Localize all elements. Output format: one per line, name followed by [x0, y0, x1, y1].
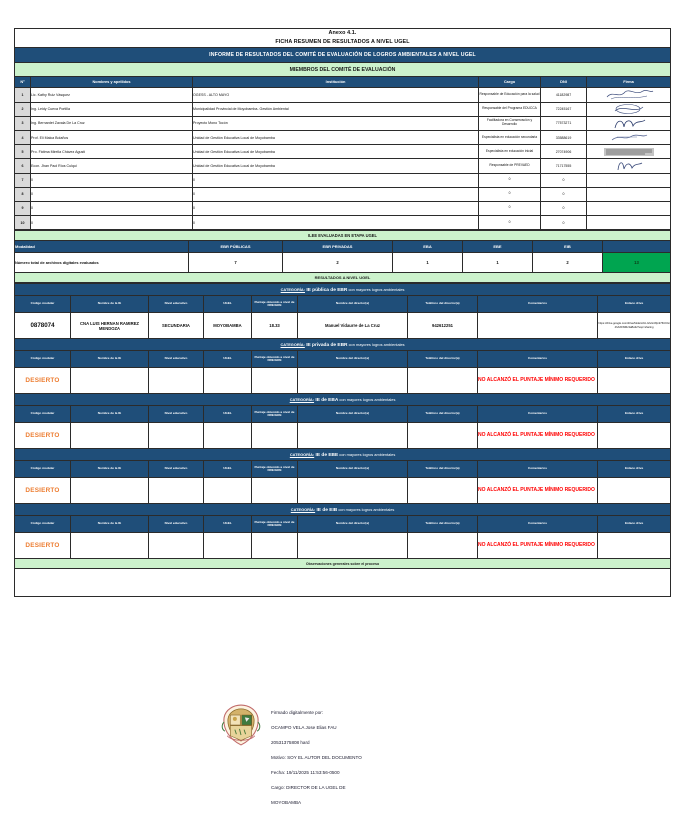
- member-name: 0: [31, 173, 193, 187]
- column-header-director: Nombre del director(a): [298, 516, 408, 533]
- member-role: Especialista en educación secundaria: [479, 130, 541, 144]
- signature-stamp-icon: [601, 145, 657, 158]
- column-header-codigo-modular: Código modular: [15, 461, 71, 478]
- result-nombre-ie: [71, 368, 149, 394]
- member-signature: [587, 130, 671, 144]
- column-header-enlace-drive: Enlace drive: [598, 351, 671, 368]
- column-header-institucion: Institución: [193, 77, 479, 88]
- document-subtitle: FICHA RESUMEN DE RESULTADOS A NIVEL UGEL: [275, 39, 410, 46]
- column-header-nivel-educativo: Nivel educativo: [149, 296, 204, 313]
- ilee-header-row: [15, 241, 671, 253]
- column-header-ugel: UGEL: [204, 296, 252, 313]
- result-nivel-educativo: [149, 423, 204, 449]
- member-name: Pro. Fátima Mirella Chávez Agusti: [31, 145, 193, 159]
- column-header-ugel: UGEL: [204, 516, 252, 533]
- member-number: 6: [15, 159, 31, 173]
- category-band-row: [15, 449, 671, 461]
- column-header-telefono: Teléfono del director(a): [408, 461, 478, 478]
- title-row: [15, 29, 671, 48]
- member-number: 1: [15, 88, 31, 102]
- report-banner: INFORME DE RESULTADOS DEL COMITÉ DE EVALUACIÓN DE LOGROS AMBIENTALES A NIVEL UGEL: [15, 48, 671, 63]
- column-header-ugel: UGEL: [204, 351, 252, 368]
- result-ugel: [204, 423, 252, 449]
- member-signature: [587, 187, 671, 201]
- observations-body-row: [15, 569, 671, 597]
- category-banner-eib: [15, 504, 671, 516]
- member-number: 5: [15, 145, 31, 159]
- column-header-cargo: Cargo: [479, 77, 541, 88]
- national-seal-icon: [218, 702, 264, 748]
- member-number: 4: [15, 130, 31, 144]
- member-dni: 72245167: [541, 102, 587, 116]
- column-header-total: [603, 241, 671, 253]
- result-desierto-status: DESIERTO: [15, 478, 71, 504]
- member-role: Responsable de PREVAED: [479, 159, 541, 173]
- category-banner-ebe: [15, 449, 671, 461]
- category-band-row: [15, 339, 671, 351]
- result-nivel-educativo: [149, 368, 204, 394]
- document-title: [15, 29, 671, 48]
- result-ugel: MOYOBAMBA: [204, 313, 252, 339]
- category-tail: con mayores logros ambientales: [338, 451, 396, 457]
- result-telefono: [408, 533, 478, 559]
- ilee-value-eib: 2: [533, 253, 603, 273]
- member-role: Responsable del Programa EDUCCA: [479, 102, 541, 116]
- member-name: 0: [31, 201, 193, 215]
- signature-icon: [609, 103, 649, 116]
- results-header-row: [15, 516, 671, 533]
- member-role: Responsable de Educación para la salud: [479, 88, 541, 102]
- member-dni: 0: [541, 187, 587, 201]
- column-header-firma: Firma: [587, 77, 671, 88]
- table-row: [15, 368, 671, 394]
- category-name: IE de EBA: [314, 397, 339, 403]
- column-header-puntaje: Puntaje obtenido a nivel de DRE/GRE: [252, 461, 298, 478]
- column-header-comentarios: Comentarios: [478, 461, 598, 478]
- column-header-enlace-drive: Enlace drive: [598, 296, 671, 313]
- result-telefono: [408, 368, 478, 394]
- member-role: 0: [479, 187, 541, 201]
- category-lead: CATEGORÍA:: [280, 286, 305, 292]
- table-row: [15, 478, 671, 504]
- category-lead: CATEGORÍA:: [280, 341, 305, 347]
- column-header-dni: DNI: [541, 77, 587, 88]
- member-signature: [587, 145, 671, 159]
- column-header-ebr-privadas: EBR PRIVADAS: [283, 241, 393, 253]
- column-header-nivel-educativo: Nivel educativo: [149, 406, 204, 423]
- column-header-nivel-educativo: Nivel educativo: [149, 351, 204, 368]
- ilee-value-eba: 1: [393, 253, 463, 273]
- member-institution: Unidad de Gestión Educativa Local de Moyobamba: [193, 130, 479, 144]
- member-signature: [587, 116, 671, 130]
- table-row: [15, 216, 671, 230]
- column-header-nombres: Nombres y apellidos: [31, 77, 193, 88]
- result-comentarios: NO ALCANZÓ EL PUNTAJE MÍNIMO REQUERIDO: [478, 423, 598, 449]
- result-enlace-drive[interactable]: https://drive.google.com/drive/folders/1b-GIvGrWp4i76CKGi4hAXFl9Mv3aBulH?usp=sharing: [598, 313, 671, 339]
- annex-label: Anexo 4.1.: [328, 30, 357, 36]
- ilee-banner: ILEE EVALUADAS EN ETAPA UGEL: [15, 231, 671, 241]
- member-name: 0: [31, 187, 193, 201]
- result-puntaje: [252, 423, 298, 449]
- result-codigo-modular: 0878074: [15, 313, 71, 339]
- member-institution: Unidad de Gestión Educativa Local de Moyobamba: [193, 159, 479, 173]
- result-director: [298, 533, 408, 559]
- result-desierto-status: DESIERTO: [15, 423, 71, 449]
- result-comentarios: [478, 313, 598, 339]
- member-dni: 33588619: [541, 130, 587, 144]
- member-role: Facilitadora en Conservación y Desarrollo: [479, 116, 541, 130]
- observations-input[interactable]: [15, 569, 671, 597]
- member-signature: [587, 159, 671, 173]
- result-enlace-drive: [598, 423, 671, 449]
- member-name: 0: [31, 216, 193, 230]
- member-number: 2: [15, 102, 31, 116]
- table-row: [15, 201, 671, 215]
- result-puntaje: [252, 533, 298, 559]
- signature-details: [271, 702, 362, 814]
- column-header-nombre-ie: Nombre de la IE: [71, 516, 149, 533]
- column-header-director: Nombre del director(a): [298, 296, 408, 313]
- table-row: [15, 159, 671, 173]
- main-document-table: [14, 28, 671, 230]
- result-director: Manuel Vidaurre de La Cruz: [298, 313, 408, 339]
- results-band-row: [15, 273, 671, 283]
- category-name: IE privada de EBR: [304, 342, 348, 348]
- results-table: [14, 283, 671, 597]
- column-header-puntaje: Puntaje obtenido a nivel de DRE/GRE: [252, 406, 298, 423]
- members-banner: MIEMBROS DEL COMITÉ DE EVALUACIÓN: [15, 63, 671, 77]
- result-director: [298, 368, 408, 394]
- ilee-band-row: [15, 231, 671, 241]
- ilee-value-ebe: 1: [463, 253, 533, 273]
- member-dni: 0: [541, 173, 587, 187]
- member-signature: [587, 173, 671, 187]
- column-header-numero: N°: [15, 77, 31, 88]
- column-header-ebe: EBE: [463, 241, 533, 253]
- column-header-eib: EIB: [533, 241, 603, 253]
- table-row: [15, 145, 671, 159]
- result-telefono: 942612251: [408, 313, 478, 339]
- result-ugel: [204, 533, 252, 559]
- member-role: Especialista en educación inicial: [479, 145, 541, 159]
- category-tail: con mayores logros ambientales: [347, 286, 405, 292]
- member-name: Lic. Kathy Ruiz Vásquez: [31, 88, 193, 102]
- signature-line-fecha: Fecha: 19/11/2025 11:53:56-0500: [271, 769, 340, 775]
- member-signature: [587, 88, 671, 102]
- member-institution: Municipalidad Provincial de Moyobamba- Gestión Ambiental: [193, 102, 479, 116]
- column-header-eba: EBA: [393, 241, 463, 253]
- category-banner-ebr-publica: [15, 284, 671, 296]
- column-header-telefono: Teléfono del director(a): [408, 351, 478, 368]
- report-band-row: [15, 48, 671, 63]
- member-institution: 0: [193, 187, 479, 201]
- member-number: 7: [15, 173, 31, 187]
- column-header-enlace-drive: Enlace drive: [598, 406, 671, 423]
- category-name: IE de EIB: [315, 507, 338, 513]
- signature-icon: [610, 159, 648, 172]
- result-enlace-drive: [598, 533, 671, 559]
- member-institution: OGESS - ALTO MAYO: [193, 88, 479, 102]
- result-nombre-ie: [71, 533, 149, 559]
- member-dni: 77573271: [541, 116, 587, 130]
- results-header-row: [15, 461, 671, 478]
- member-name: Prof. Eli Malca Bolaños: [31, 130, 193, 144]
- category-band-row: [15, 284, 671, 296]
- column-header-codigo-modular: Código modular: [15, 351, 71, 368]
- member-number: 10: [15, 216, 31, 230]
- category-lead: CATEGORÍA:: [290, 506, 316, 512]
- category-tail: con mayores logros ambientales: [347, 341, 405, 347]
- result-comentarios: NO ALCANZÓ EL PUNTAJE MÍNIMO REQUERIDO: [478, 368, 598, 394]
- ilee-value-ebr-publicas: 7: [189, 253, 283, 273]
- column-header-telefono: Teléfono del director(a): [408, 296, 478, 313]
- result-director: [298, 478, 408, 504]
- result-enlace-drive: [598, 368, 671, 394]
- result-comentarios: NO ALCANZÓ EL PUNTAJE MÍNIMO REQUERIDO: [478, 533, 598, 559]
- ilee-total-value: 13: [603, 253, 671, 273]
- digital-signature-block: [218, 702, 518, 814]
- ilee-row-label: Número total de archivos digitales evaluados: [15, 253, 189, 273]
- member-institution: 0: [193, 216, 479, 230]
- result-nombre-ie: [71, 423, 149, 449]
- result-telefono: [408, 478, 478, 504]
- result-desierto-status: DESIERTO: [15, 533, 71, 559]
- member-number: 8: [15, 187, 31, 201]
- category-banner-ebr-privada: [15, 339, 671, 351]
- table-row: [15, 102, 671, 116]
- member-dni: 41182987: [541, 88, 587, 102]
- result-puntaje: [252, 478, 298, 504]
- column-header-nivel-educativo: Nivel educativo: [149, 516, 204, 533]
- column-header-director: Nombre del director(a): [298, 461, 408, 478]
- member-institution: Proyecto Mono Tocón: [193, 116, 479, 130]
- signature-line-ruc: 20531375808 hard: [271, 740, 310, 746]
- column-header-comentarios: Comentarios: [478, 351, 598, 368]
- result-puntaje: 18.33: [252, 313, 298, 339]
- table-row: [15, 116, 671, 130]
- category-band-row: [15, 504, 671, 516]
- column-header-puntaje: Puntaje obtenido a nivel de DRE/GRE: [252, 516, 298, 533]
- column-header-nombre-ie: Nombre de la IE: [71, 461, 149, 478]
- category-lead: CATEGORÍA:: [289, 451, 315, 457]
- column-header-comentarios: Comentarios: [478, 296, 598, 313]
- category-name: IE pública de EBR: [304, 287, 348, 293]
- result-telefono: [408, 423, 478, 449]
- ilee-value-ebr-privadas: 2: [283, 253, 393, 273]
- result-director: [298, 423, 408, 449]
- column-header-nombre-ie: Nombre de la IE: [71, 296, 149, 313]
- signature-line-cargo: Cargo: DIRECTOR DE LA UGEL DE: [271, 784, 346, 790]
- category-tail: con mayores logros ambientales: [337, 506, 395, 512]
- member-dni: 71717555: [541, 159, 587, 173]
- column-header-comentarios: Comentarios: [478, 406, 598, 423]
- category-banner-eba: [15, 394, 671, 406]
- member-dni: 27074906: [541, 145, 587, 159]
- column-header-director: Nombre del director(a): [298, 406, 408, 423]
- result-comentarios: NO ALCANZÓ EL PUNTAJE MÍNIMO REQUERIDO: [478, 478, 598, 504]
- column-header-puntaje: Puntaje obtenido a nivel de DRE/GRE: [252, 296, 298, 313]
- column-header-modalidad: Modalidad: [15, 241, 189, 253]
- member-signature: [587, 216, 671, 230]
- column-header-enlace-drive: Enlace drive: [598, 516, 671, 533]
- signature-icon: [609, 117, 649, 130]
- ilee-table: [14, 230, 671, 283]
- result-desierto-status: DESIERTO: [15, 368, 71, 394]
- result-nombre-ie: CNA LUIS HERNAN RAMIREZ MENDOZA: [71, 313, 149, 339]
- signature-icon: [607, 131, 651, 144]
- column-header-puntaje: Puntaje obtenido a nivel de DRE/GRE: [252, 351, 298, 368]
- member-signature: [587, 201, 671, 215]
- member-institution: Unidad de Gestión Educativa Local de Moyobamba: [193, 145, 479, 159]
- column-header-ugel: UGEL: [204, 461, 252, 478]
- column-header-nombre-ie: Nombre de la IE: [71, 406, 149, 423]
- column-header-telefono: Teléfono del director(a): [408, 406, 478, 423]
- column-header-nivel-educativo: Nivel educativo: [149, 461, 204, 478]
- members-header-row: [15, 77, 671, 88]
- member-signature: [587, 102, 671, 116]
- member-role: 0: [479, 216, 541, 230]
- result-nivel-educativo: [149, 533, 204, 559]
- signature-line-motivo: Motivo: SOY EL AUTOR DEL DOCUMENTO: [271, 755, 362, 761]
- column-header-codigo-modular: Código modular: [15, 406, 71, 423]
- category-band-row: [15, 394, 671, 406]
- column-header-ebr-publicas: EBR PÚBLICAS: [189, 241, 283, 253]
- member-name: Ing. Leidy Cueva Portilla: [31, 102, 193, 116]
- result-ugel: [204, 478, 252, 504]
- member-number: 9: [15, 201, 31, 215]
- results-banner: RESULTADOS A NIVEL UGEL: [15, 273, 671, 283]
- results-header-row: [15, 406, 671, 423]
- column-header-telefono: Teléfono del director(a): [408, 516, 478, 533]
- signature-icon: [603, 88, 655, 101]
- members-band-row: [15, 63, 671, 77]
- column-header-enlace-drive: Enlace drive: [598, 461, 671, 478]
- category-tail: con mayores logros ambientales: [338, 396, 396, 402]
- category-lead: CATEGORÍA:: [289, 396, 315, 402]
- result-puntaje: [252, 368, 298, 394]
- signature-line-firmado: Firmado digitalmente por:: [271, 710, 324, 716]
- column-header-nombre-ie: Nombre de la IE: [71, 351, 149, 368]
- member-institution: 0: [193, 201, 479, 215]
- table-row: [15, 88, 671, 102]
- signature-line-cargo-cont: MOYOBAMBA: [271, 799, 302, 805]
- member-role: 0: [479, 173, 541, 187]
- member-number: 3: [15, 116, 31, 130]
- member-name: Econ. Jhan Paol Ríos Culqui: [31, 159, 193, 173]
- table-row: [15, 313, 671, 339]
- result-nivel-educativo: [149, 478, 204, 504]
- category-name: IE de EBE: [314, 452, 339, 458]
- member-role: 0: [479, 201, 541, 215]
- member-institution: 0: [193, 173, 479, 187]
- result-nombre-ie: [71, 478, 149, 504]
- ilee-data-row: [15, 253, 671, 273]
- table-row: [15, 130, 671, 144]
- results-header-row: [15, 296, 671, 313]
- member-dni: 0: [541, 216, 587, 230]
- column-header-director: Nombre del director(a): [298, 351, 408, 368]
- table-row: [15, 187, 671, 201]
- observations-band-row: [15, 559, 671, 569]
- observations-banner: Observaciones generales sobre el proceso: [15, 559, 671, 569]
- table-row: [15, 423, 671, 449]
- member-dni: 0: [541, 201, 587, 215]
- result-nivel-educativo: SECUNDARIA: [149, 313, 204, 339]
- results-header-row: [15, 351, 671, 368]
- table-row: [15, 173, 671, 187]
- signature-line-signer: OCAMPO VELA Jose Elias FAU: [271, 725, 337, 731]
- result-enlace-drive: [598, 478, 671, 504]
- column-header-comentarios: Comentarios: [478, 516, 598, 533]
- member-name: Ing. Bernardet Zavala De La Cruz: [31, 116, 193, 130]
- column-header-ugel: UGEL: [204, 406, 252, 423]
- table-row: [15, 533, 671, 559]
- column-header-codigo-modular: Código modular: [15, 296, 71, 313]
- result-ugel: [204, 368, 252, 394]
- column-header-codigo-modular: Código modular: [15, 516, 71, 533]
